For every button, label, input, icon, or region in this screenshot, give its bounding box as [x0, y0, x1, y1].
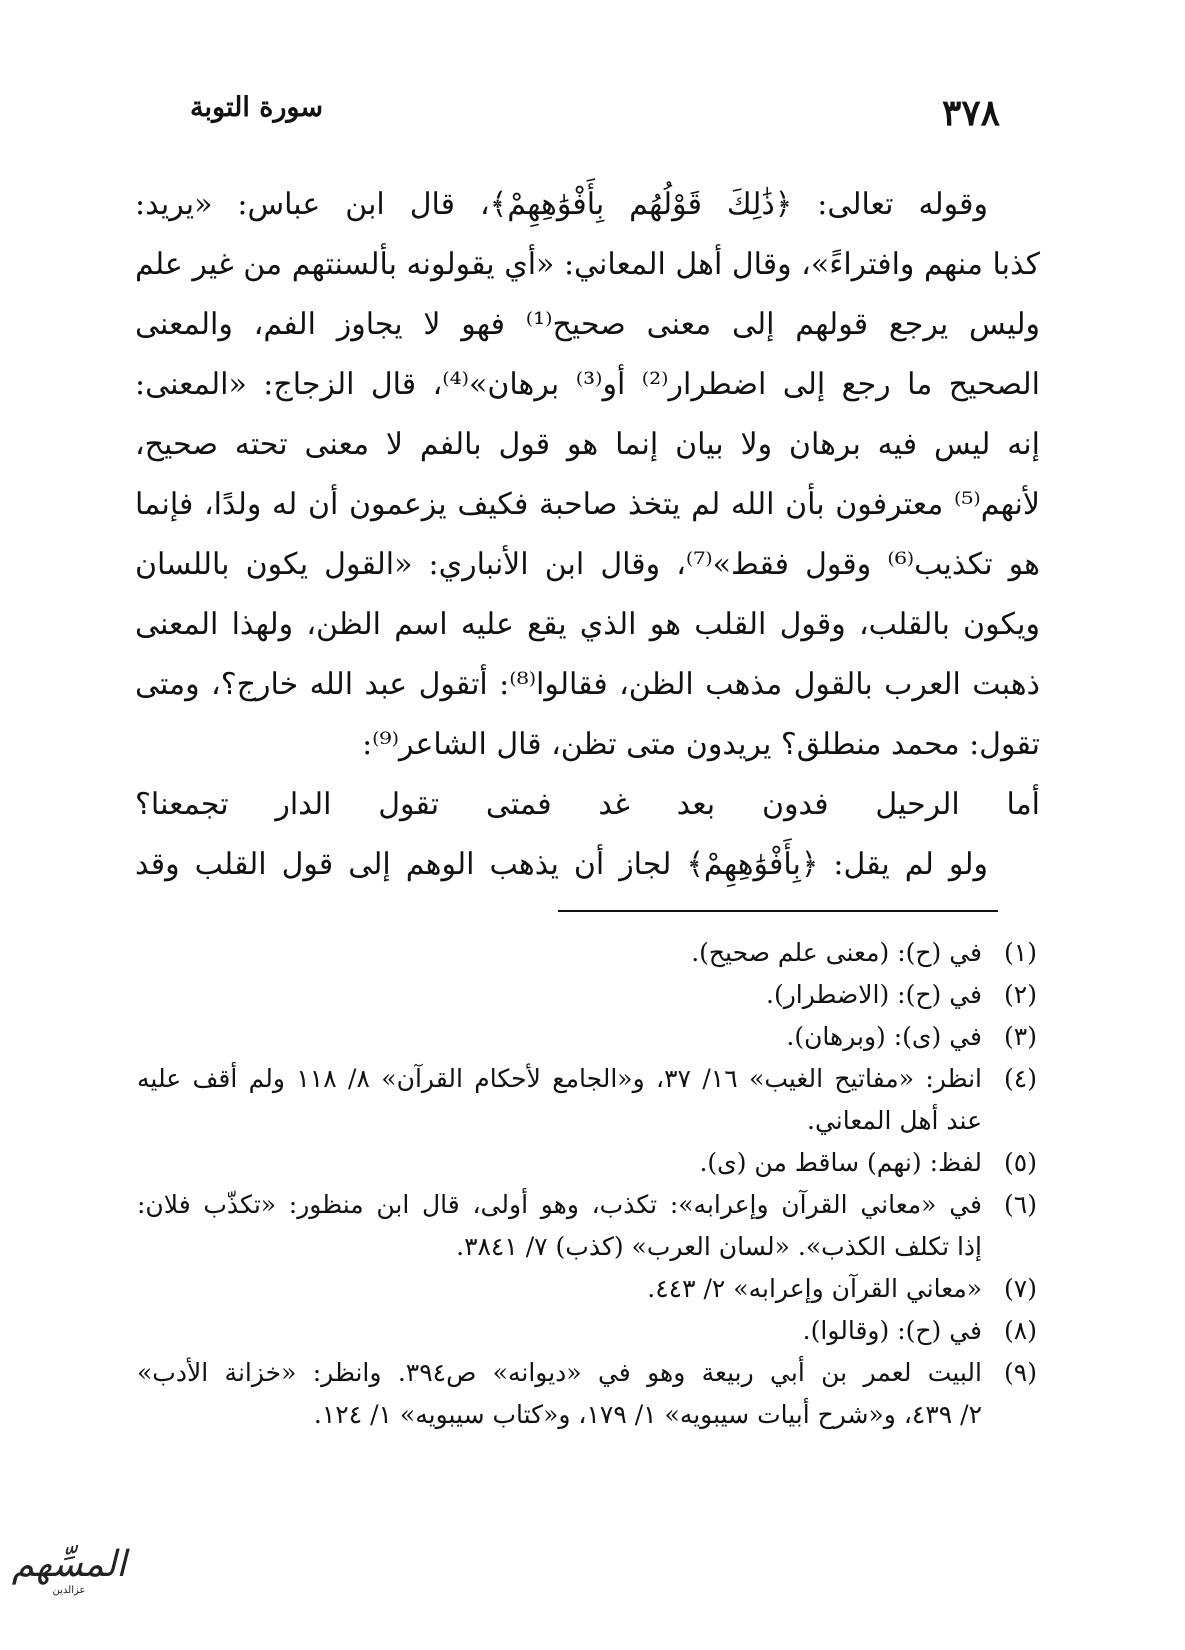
footnote-text: في (ح): (وقالوا).	[802, 1316, 982, 1345]
footnote-text: لفظ: (نهم) ساقط من (ى).	[699, 1148, 982, 1177]
footnote-text: في (ى): (وبرهان).	[786, 1022, 982, 1051]
footnote	[137, 1058, 1037, 1142]
footnote-number: (٢)	[1004, 980, 1037, 1009]
footnote-separator	[558, 910, 998, 912]
footnote-number: (٧)	[1004, 1274, 1037, 1303]
text-line: الصحيح ما رجع إلى اضطرار⁽²⁾ أو⁽³⁾ برهان»⁽⁴⁾، قال الزجاج: «المعنى:	[135, 367, 1040, 402]
text-line: لأنهم⁽⁵⁾ معترفون بأن الله لم يتخذ صاحبة فكيف يزعمون أن له ولدًا، فإنما	[135, 487, 1040, 522]
footnote-number: (٤)	[1004, 1064, 1037, 1093]
text-line: ولو لم يقل: ﴿بِأَفْوَٰهِهِمْ﴾ لجاز أن يذهب الوهم إلى قول القلب وقد	[135, 847, 988, 882]
footnote-number: (٣)	[1004, 1022, 1037, 1051]
footnote-text: في (ح): (الاضطرار).	[766, 980, 982, 1009]
logo-calligraphy: المسِّهم	[11, 1544, 127, 1585]
text-line: وقوله تعالى: ﴿ذَٰلِكَ قَوْلُهُم بِأَفْوَٰهِهِمْ﴾، قال ابن عباس: «يريد:	[135, 187, 988, 222]
footnote	[137, 1142, 1037, 1184]
footnote	[137, 1310, 1037, 1352]
footnote-text: في «معاني القرآن وإعرابه»: تكذب، وهو أولى، قال ابن منظور: «تكذّب فلان:	[137, 1190, 982, 1219]
text-line: ذهبت العرب بالقول مذهب الظن، فقالوا⁽⁸⁾: أتقول عبد الله خارج؟، ومتى	[135, 667, 1040, 702]
text-line: وليس يرجع قولهم إلى معنى صحيح⁽¹⁾ فهو لا يجاوز الفم، والمعنى	[135, 307, 1040, 342]
footnote-number: (١)	[1004, 938, 1037, 967]
poetry-verse: أما الرحيل فدون بعد غد فمتى تقول الدار تجمعنا؟	[135, 787, 1040, 822]
footnote-number: (٩)	[1004, 1358, 1037, 1387]
footnote-text: البيت لعمر بن أبي ربيعة وهو في «ديوانه» ص٣٩٤. وانظر: «خزانة الأدب»	[137, 1358, 982, 1387]
footnote-number: (٦)	[1004, 1190, 1037, 1219]
footnote-text: «معاني القرآن وإعرابه» ٢/ ٤٤٣.	[647, 1274, 982, 1303]
footnote	[137, 1268, 1037, 1310]
footnotes	[137, 932, 1037, 1436]
footnote	[137, 1184, 1037, 1268]
text-line: هو تكذيب⁽⁶⁾ وقول فقط»⁽⁷⁾، وقال ابن الأنباري: «القول يكون باللسان	[135, 547, 1040, 582]
footnote-number: (٥)	[1004, 1148, 1037, 1177]
footnote	[137, 1016, 1037, 1058]
footnote-text: ٢/ ٤٣٩، و«شرح أبيات سيبويه» ١/ ١٧٩، و«كتاب سيبويه» ١/ ١٢٤.	[313, 1400, 982, 1429]
main-text	[135, 175, 1040, 895]
text-line: كذبا منهم وافتراءً»، وقال أهل المعاني: «أي يقولونه بألسنتهم من غير علم	[135, 247, 1040, 282]
running-title: سورة التوبة	[190, 92, 323, 123]
footnote	[137, 974, 1037, 1016]
footnote-text: إذا تكلف الكذب». «لسان العرب» (كذب) ٧/ ٣٨٤١.	[456, 1232, 982, 1261]
footnote	[137, 932, 1037, 974]
text-line: ويكون بالقلب، وقول القلب هو الذي يقع عليه اسم الظن، ولهذا المعنى	[135, 607, 1040, 642]
text-line: تقول: محمد منطلق؟ يريدون متى تظن، قال الشاعر⁽⁹⁾:	[362, 727, 1040, 762]
footnote-text: في (ح): (معنى علم صحيح).	[691, 938, 982, 967]
footnote	[137, 1352, 1037, 1436]
footnote-text: عند أهل المعاني.	[807, 1106, 982, 1135]
page-header	[190, 92, 1000, 142]
page-number: ٣٧٨	[941, 92, 1000, 134]
footnote-number: (٨)	[1004, 1316, 1037, 1345]
publisher-logo	[10, 1545, 128, 1605]
text-line: إنه ليس فيه برهان ولا بيان إنما هو قول بالفم لا معنى تحته صحيح،	[135, 427, 1040, 462]
logo-caption: عزالدين	[52, 1585, 86, 1596]
footnote-text: انظر: «مفاتيح الغيب» ١٦/ ٣٧، و«الجامع لأحكام القرآن» ٨/ ١١٨ ولم أقف عليه	[137, 1064, 982, 1093]
